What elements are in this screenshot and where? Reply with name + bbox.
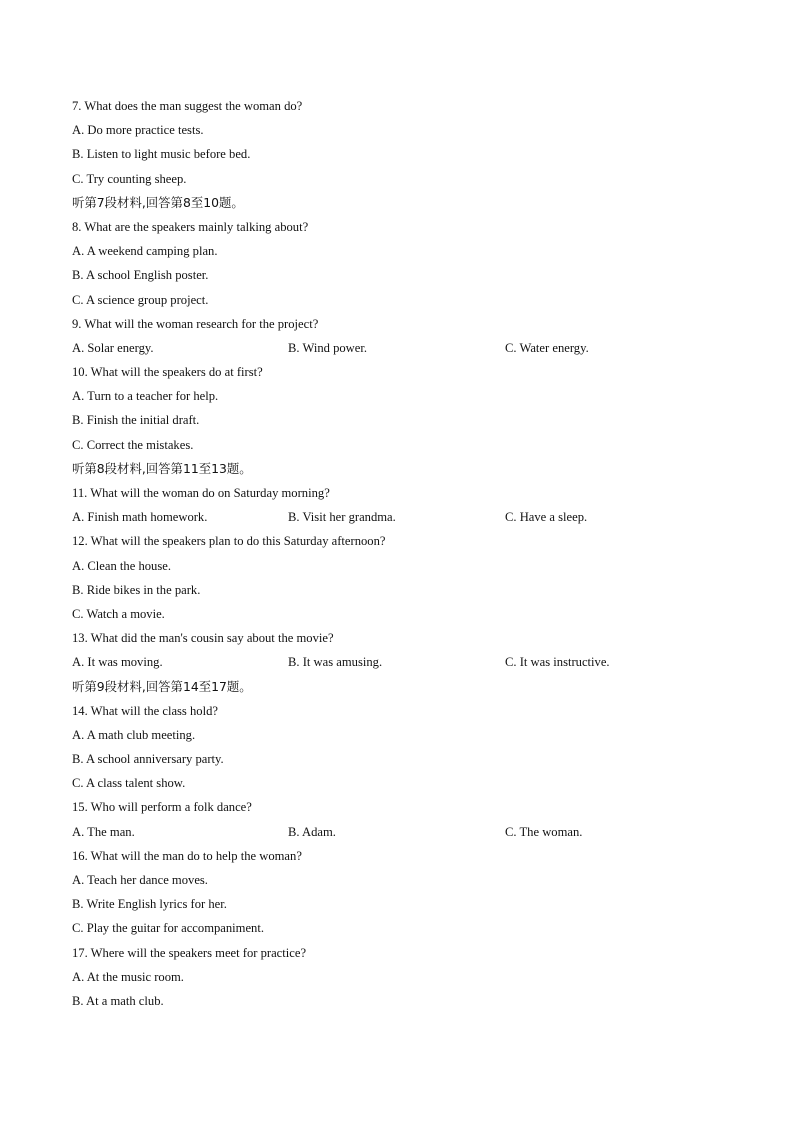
- option-text: A. Teach her dance moves.: [72, 873, 208, 887]
- question-text: 11. What will the woman do on Saturday morning?: [72, 486, 330, 500]
- section-instruction: 听第8段材料,回答第11至13题。: [72, 460, 252, 476]
- question-text: 7. What does the man suggest the woman do?: [72, 99, 303, 113]
- option-text: C. Have a sleep.: [505, 510, 588, 525]
- option-text: A. A math club meeting.: [72, 727, 196, 742]
- option-text: A. Do more practice tests.: [72, 123, 204, 138]
- question-text: 12. What will the speakers plan to do this Saturday afternoon?: [72, 534, 386, 549]
- option-text: A. Turn to a teacher for help.: [72, 389, 219, 404]
- option-text: B. A school English poster.: [72, 268, 209, 283]
- option-text: B. It was amusing.: [288, 655, 383, 670]
- option-text: C. Try counting sheep.: [72, 171, 187, 186]
- question-text: 9. What will the woman research for the project?: [72, 316, 319, 331]
- option-text: B. Finish the initial draft.: [72, 413, 200, 428]
- option-text: A. Solar energy.: [72, 340, 154, 355]
- question-text: 8. What are the speakers mainly talking about?: [72, 219, 309, 234]
- option-text: B. Write English lyrics for her.: [72, 897, 227, 912]
- option-row: [72, 650, 732, 674]
- option-text: C. Water energy.: [505, 340, 589, 355]
- question-text: 16. What will the man do to help the woman?: [72, 848, 302, 863]
- question-text: 14. What will the class hold?: [72, 703, 218, 718]
- option-row: [72, 820, 732, 844]
- option-text: C. Correct the mistakes.: [72, 437, 194, 452]
- option-text: B. At a math club.: [72, 993, 164, 1008]
- option-text: B. Adam.: [288, 824, 336, 839]
- option-text: B. Listen to light music before bed.: [72, 147, 251, 162]
- section-instruction: 听第9段材料,回答第14至17题。: [72, 678, 252, 694]
- option-text: B. Wind power.: [288, 340, 368, 355]
- option-row: [72, 505, 732, 529]
- option-row: [72, 336, 732, 360]
- option-text: B. A school anniversary party.: [72, 752, 224, 767]
- option-text: C. A science group project.: [72, 292, 209, 307]
- section-instruction: 听第7段材料,回答第8至10题。: [72, 194, 244, 210]
- option-text: A. At the music room.: [72, 969, 184, 984]
- question-text: 10. What will the speakers do at first?: [72, 365, 263, 380]
- option-text: A. Finish math homework.: [72, 510, 208, 525]
- option-text: B. Ride bikes in the park.: [72, 582, 201, 597]
- option-text: C. Watch a movie.: [72, 606, 165, 621]
- question-text: 17. Where will the speakers meet for practice?: [72, 945, 307, 960]
- option-text: A. It was moving.: [72, 655, 163, 670]
- option-text: A. A weekend camping plan.: [72, 244, 218, 259]
- option-text: A. The man.: [72, 824, 135, 839]
- document-page: [72, 94, 732, 1013]
- question-text: 13. What did the man's cousin say about the movie?: [72, 631, 334, 646]
- option-text: A. Clean the house.: [72, 558, 171, 573]
- question-text: 15. Who will perform a folk dance?: [72, 800, 252, 815]
- option-text: B. Visit her grandma.: [288, 510, 396, 525]
- option-text: C. The woman.: [505, 824, 583, 839]
- option-text: C. Play the guitar for accompaniment.: [72, 921, 264, 936]
- option-text: C. A class talent show.: [72, 776, 186, 791]
- option-text: C. It was instructive.: [505, 655, 610, 670]
